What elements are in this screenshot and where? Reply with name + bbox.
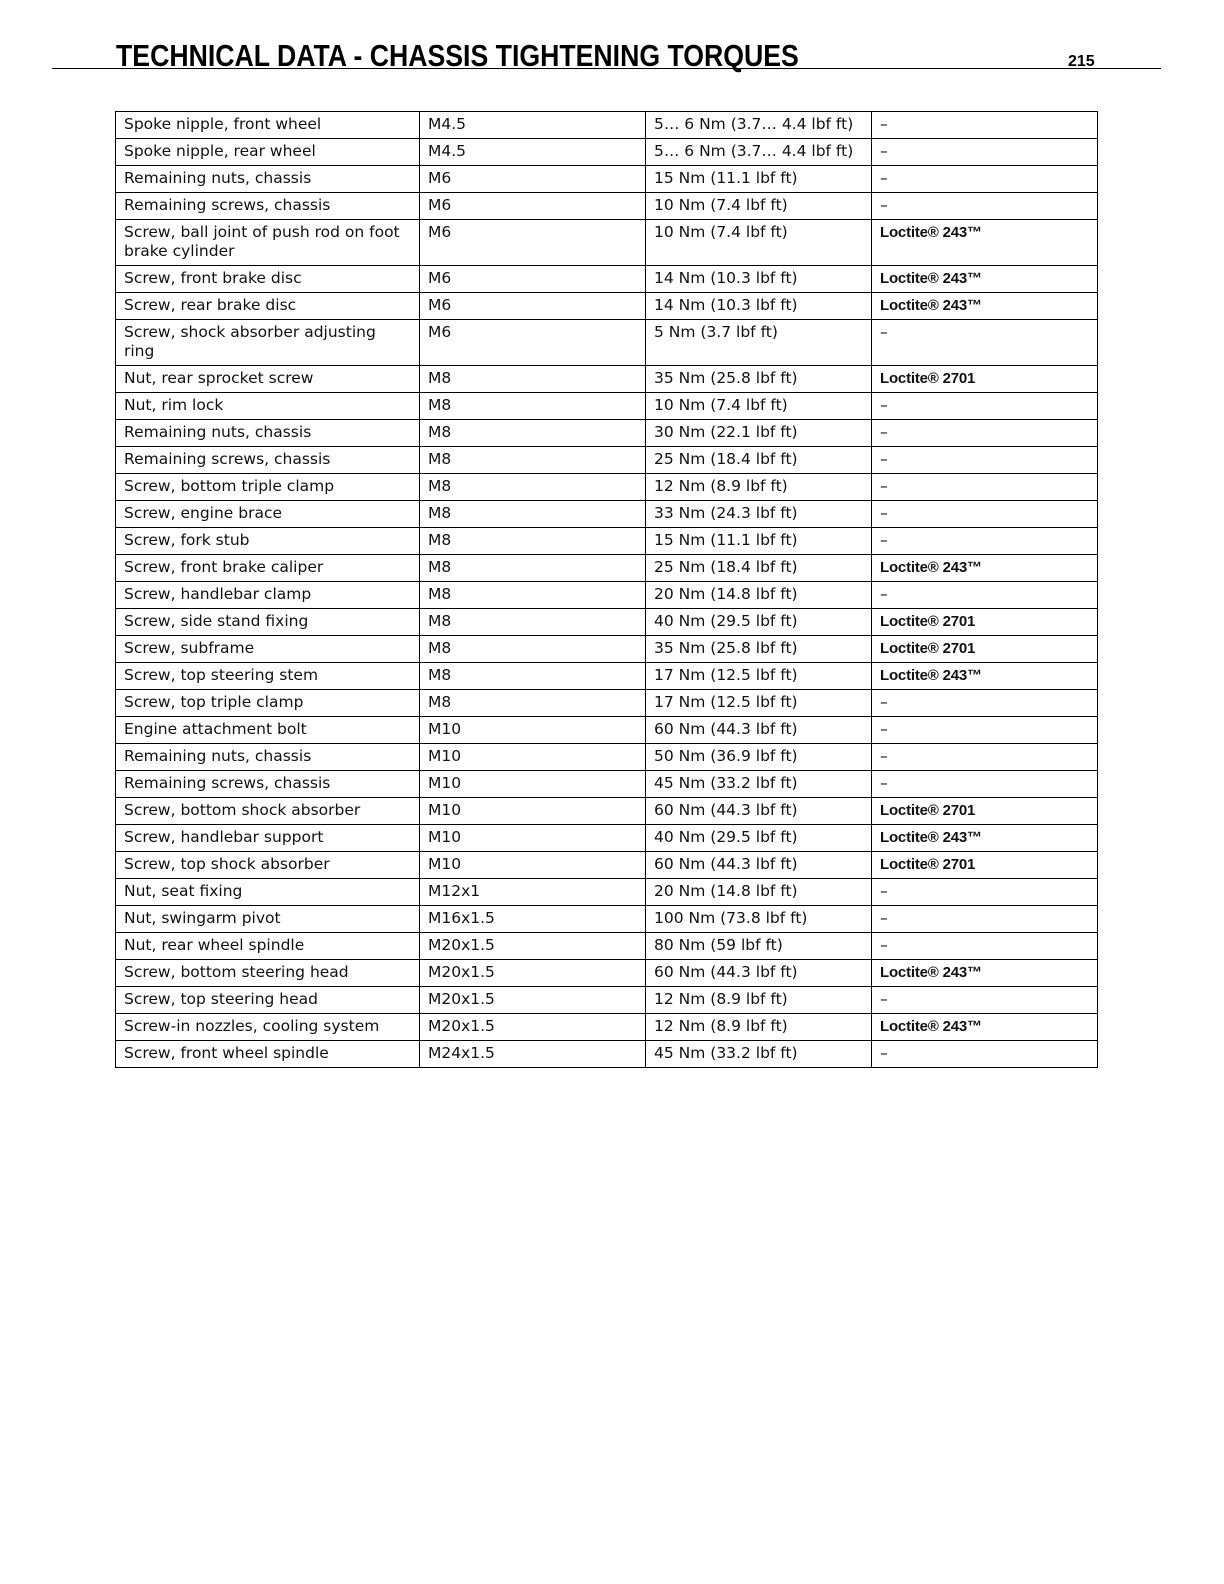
cell-thread: M4.5 xyxy=(420,112,646,139)
cell-component: Screw, ball joint of push rod on foot brake cylinder xyxy=(116,220,420,266)
table-row xyxy=(116,220,1098,266)
table-row xyxy=(116,528,1098,555)
cell-torque: 80 Nm (59 lbf ft) xyxy=(646,933,872,960)
cell-torque: 35 Nm (25.8 lbf ft) xyxy=(646,366,872,393)
cell-thread: M10 xyxy=(420,771,646,798)
cell-torque: 15 Nm (11.1 lbf ft) xyxy=(646,528,872,555)
cell-torque: 20 Nm (14.8 lbf ft) xyxy=(646,582,872,609)
cell-threadlocker: Loctite® 2701 xyxy=(872,609,1098,636)
cell-torque: 50 Nm (36.9 lbf ft) xyxy=(646,744,872,771)
cell-component: Engine attachment bolt xyxy=(116,717,420,744)
cell-torque: 10 Nm (7.4 lbf ft) xyxy=(646,193,872,220)
cell-thread: M6 xyxy=(420,220,646,266)
table-row xyxy=(116,193,1098,220)
cell-thread: M8 xyxy=(420,447,646,474)
cell-threadlocker: – xyxy=(872,582,1098,609)
cell-threadlocker: – xyxy=(872,420,1098,447)
table-row xyxy=(116,166,1098,193)
cell-threadlocker: – xyxy=(872,320,1098,366)
cell-torque: 10 Nm (7.4 lbf ft) xyxy=(646,393,872,420)
cell-component: Screw, engine brace xyxy=(116,501,420,528)
cell-component: Screw, front wheel spindle xyxy=(116,1041,420,1068)
page-title: TECHNICAL DATA - CHASSIS TIGHTENING TORQUES xyxy=(116,38,799,73)
cell-thread: M8 xyxy=(420,501,646,528)
cell-component: Nut, rim lock xyxy=(116,393,420,420)
cell-component: Remaining screws, chassis xyxy=(116,193,420,220)
table-row xyxy=(116,717,1098,744)
table-row xyxy=(116,1014,1098,1041)
cell-torque: 45 Nm (33.2 lbf ft) xyxy=(646,1041,872,1068)
cell-component: Screw, front brake caliper xyxy=(116,555,420,582)
page-number: 215 xyxy=(1068,53,1095,70)
table-row xyxy=(116,960,1098,987)
table-row xyxy=(116,798,1098,825)
page-header xyxy=(0,0,1224,80)
cell-component: Screw, rear brake disc xyxy=(116,293,420,320)
table-row xyxy=(116,987,1098,1014)
table-row xyxy=(116,933,1098,960)
table-row xyxy=(116,320,1098,366)
table-row xyxy=(116,771,1098,798)
cell-component: Screw, side stand fixing xyxy=(116,609,420,636)
table-row xyxy=(116,393,1098,420)
cell-threadlocker: Loctite® 243™ xyxy=(872,266,1098,293)
cell-torque: 15 Nm (11.1 lbf ft) xyxy=(646,166,872,193)
cell-component: Remaining nuts, chassis xyxy=(116,420,420,447)
cell-thread: M8 xyxy=(420,366,646,393)
cell-thread: M10 xyxy=(420,798,646,825)
cell-thread: M6 xyxy=(420,266,646,293)
cell-thread: M8 xyxy=(420,609,646,636)
cell-torque: 45 Nm (33.2 lbf ft) xyxy=(646,771,872,798)
cell-torque: 12 Nm (8.9 lbf ft) xyxy=(646,987,872,1014)
cell-torque: 60 Nm (44.3 lbf ft) xyxy=(646,798,872,825)
cell-thread: M20x1.5 xyxy=(420,933,646,960)
cell-thread: M8 xyxy=(420,555,646,582)
cell-component: Screw, shock absorber adjusting ring xyxy=(116,320,420,366)
cell-component: Screw, top triple clamp xyxy=(116,690,420,717)
table-row xyxy=(116,852,1098,879)
cell-threadlocker: – xyxy=(872,528,1098,555)
cell-threadlocker: – xyxy=(872,447,1098,474)
cell-thread: M12x1 xyxy=(420,879,646,906)
table-row xyxy=(116,266,1098,293)
table-row xyxy=(116,293,1098,320)
cell-torque: 33 Nm (24.3 lbf ft) xyxy=(646,501,872,528)
cell-thread: M8 xyxy=(420,528,646,555)
table-row xyxy=(116,906,1098,933)
cell-threadlocker: Loctite® 2701 xyxy=(872,636,1098,663)
cell-component: Nut, seat fixing xyxy=(116,879,420,906)
cell-torque: 12 Nm (8.9 lbf ft) xyxy=(646,1014,872,1041)
cell-component: Spoke nipple, rear wheel xyxy=(116,139,420,166)
cell-threadlocker: – xyxy=(872,139,1098,166)
cell-torque: 25 Nm (18.4 lbf ft) xyxy=(646,555,872,582)
cell-threadlocker: – xyxy=(872,690,1098,717)
cell-threadlocker: – xyxy=(872,987,1098,1014)
cell-torque: 25 Nm (18.4 lbf ft) xyxy=(646,447,872,474)
cell-torque: 40 Nm (29.5 lbf ft) xyxy=(646,825,872,852)
cell-component: Nut, rear sprocket screw xyxy=(116,366,420,393)
cell-torque: 60 Nm (44.3 lbf ft) xyxy=(646,717,872,744)
table-row xyxy=(116,501,1098,528)
cell-thread: M8 xyxy=(420,636,646,663)
cell-thread: M8 xyxy=(420,690,646,717)
cell-component: Remaining screws, chassis xyxy=(116,771,420,798)
cell-component: Screw, handlebar support xyxy=(116,825,420,852)
table-row xyxy=(116,474,1098,501)
cell-component: Screw, bottom triple clamp xyxy=(116,474,420,501)
cell-torque: 17 Nm (12.5 lbf ft) xyxy=(646,690,872,717)
cell-component: Screw-in nozzles, cooling system xyxy=(116,1014,420,1041)
table-row xyxy=(116,744,1098,771)
table-row xyxy=(116,1041,1098,1068)
cell-threadlocker: – xyxy=(872,193,1098,220)
cell-thread: M8 xyxy=(420,393,646,420)
cell-threadlocker: – xyxy=(872,1041,1098,1068)
cell-torque: 5… 6 Nm (3.7… 4.4 lbf ft) xyxy=(646,139,872,166)
cell-component: Screw, top steering stem xyxy=(116,663,420,690)
cell-thread: M4.5 xyxy=(420,139,646,166)
torque-table xyxy=(115,111,1098,1068)
cell-thread: M10 xyxy=(420,744,646,771)
cell-threadlocker: – xyxy=(872,879,1098,906)
cell-thread: M10 xyxy=(420,825,646,852)
table-row xyxy=(116,609,1098,636)
cell-thread: M6 xyxy=(420,193,646,220)
cell-thread: M6 xyxy=(420,320,646,366)
cell-component: Screw, top shock absorber xyxy=(116,852,420,879)
cell-component: Screw, handlebar clamp xyxy=(116,582,420,609)
cell-thread: M8 xyxy=(420,474,646,501)
header-rule xyxy=(52,68,1161,69)
table-row xyxy=(116,447,1098,474)
cell-threadlocker: – xyxy=(872,933,1098,960)
cell-threadlocker: – xyxy=(872,474,1098,501)
cell-threadlocker: – xyxy=(872,906,1098,933)
cell-component: Spoke nipple, front wheel xyxy=(116,112,420,139)
torque-table-body xyxy=(116,112,1098,1068)
cell-component: Screw, subframe xyxy=(116,636,420,663)
cell-thread: M10 xyxy=(420,717,646,744)
cell-component: Screw, front brake disc xyxy=(116,266,420,293)
cell-component: Screw, bottom shock absorber xyxy=(116,798,420,825)
cell-thread: M24x1.5 xyxy=(420,1041,646,1068)
table-row xyxy=(116,825,1098,852)
cell-thread: M6 xyxy=(420,166,646,193)
table-row xyxy=(116,366,1098,393)
cell-threadlocker: Loctite® 2701 xyxy=(872,852,1098,879)
cell-threadlocker: Loctite® 243™ xyxy=(872,825,1098,852)
cell-threadlocker: Loctite® 2701 xyxy=(872,366,1098,393)
table-row xyxy=(116,636,1098,663)
cell-thread: M8 xyxy=(420,663,646,690)
cell-threadlocker: – xyxy=(872,112,1098,139)
cell-thread: M6 xyxy=(420,293,646,320)
cell-threadlocker: Loctite® 243™ xyxy=(872,220,1098,266)
cell-component: Remaining nuts, chassis xyxy=(116,166,420,193)
cell-component: Nut, rear wheel spindle xyxy=(116,933,420,960)
cell-torque: 100 Nm (73.8 lbf ft) xyxy=(646,906,872,933)
cell-threadlocker: Loctite® 2701 xyxy=(872,798,1098,825)
cell-torque: 40 Nm (29.5 lbf ft) xyxy=(646,609,872,636)
cell-thread: M10 xyxy=(420,852,646,879)
cell-component: Remaining nuts, chassis xyxy=(116,744,420,771)
table-row xyxy=(116,879,1098,906)
cell-threadlocker: – xyxy=(872,717,1098,744)
cell-torque: 5 Nm (3.7 lbf ft) xyxy=(646,320,872,366)
cell-thread: M20x1.5 xyxy=(420,1014,646,1041)
cell-threadlocker: Loctite® 243™ xyxy=(872,1014,1098,1041)
cell-threadlocker: Loctite® 243™ xyxy=(872,960,1098,987)
cell-threadlocker: Loctite® 243™ xyxy=(872,663,1098,690)
cell-thread: M20x1.5 xyxy=(420,987,646,1014)
cell-torque: 14 Nm (10.3 lbf ft) xyxy=(646,266,872,293)
table-row xyxy=(116,555,1098,582)
cell-component: Nut, swingarm pivot xyxy=(116,906,420,933)
cell-threadlocker: – xyxy=(872,501,1098,528)
cell-thread: M20x1.5 xyxy=(420,960,646,987)
cell-torque: 60 Nm (44.3 lbf ft) xyxy=(646,960,872,987)
cell-torque: 60 Nm (44.3 lbf ft) xyxy=(646,852,872,879)
cell-thread: M8 xyxy=(420,420,646,447)
cell-threadlocker: Loctite® 243™ xyxy=(872,555,1098,582)
cell-torque: 10 Nm (7.4 lbf ft) xyxy=(646,220,872,266)
cell-threadlocker: – xyxy=(872,744,1098,771)
cell-torque: 12 Nm (8.9 lbf ft) xyxy=(646,474,872,501)
cell-component: Remaining screws, chassis xyxy=(116,447,420,474)
cell-threadlocker: – xyxy=(872,166,1098,193)
table-row xyxy=(116,139,1098,166)
cell-thread: M8 xyxy=(420,582,646,609)
cell-threadlocker: – xyxy=(872,771,1098,798)
cell-torque: 14 Nm (10.3 lbf ft) xyxy=(646,293,872,320)
cell-torque: 30 Nm (22.1 lbf ft) xyxy=(646,420,872,447)
cell-component: Screw, top steering head xyxy=(116,987,420,1014)
table-row xyxy=(116,582,1098,609)
cell-component: Screw, bottom steering head xyxy=(116,960,420,987)
cell-torque: 20 Nm (14.8 lbf ft) xyxy=(646,879,872,906)
cell-torque: 35 Nm (25.8 lbf ft) xyxy=(646,636,872,663)
cell-torque: 17 Nm (12.5 lbf ft) xyxy=(646,663,872,690)
table-row xyxy=(116,663,1098,690)
cell-torque: 5… 6 Nm (3.7… 4.4 lbf ft) xyxy=(646,112,872,139)
cell-threadlocker: – xyxy=(872,393,1098,420)
cell-component: Screw, fork stub xyxy=(116,528,420,555)
cell-thread: M16x1.5 xyxy=(420,906,646,933)
table-row xyxy=(116,690,1098,717)
table-row xyxy=(116,112,1098,139)
cell-threadlocker: Loctite® 243™ xyxy=(872,293,1098,320)
table-row xyxy=(116,420,1098,447)
